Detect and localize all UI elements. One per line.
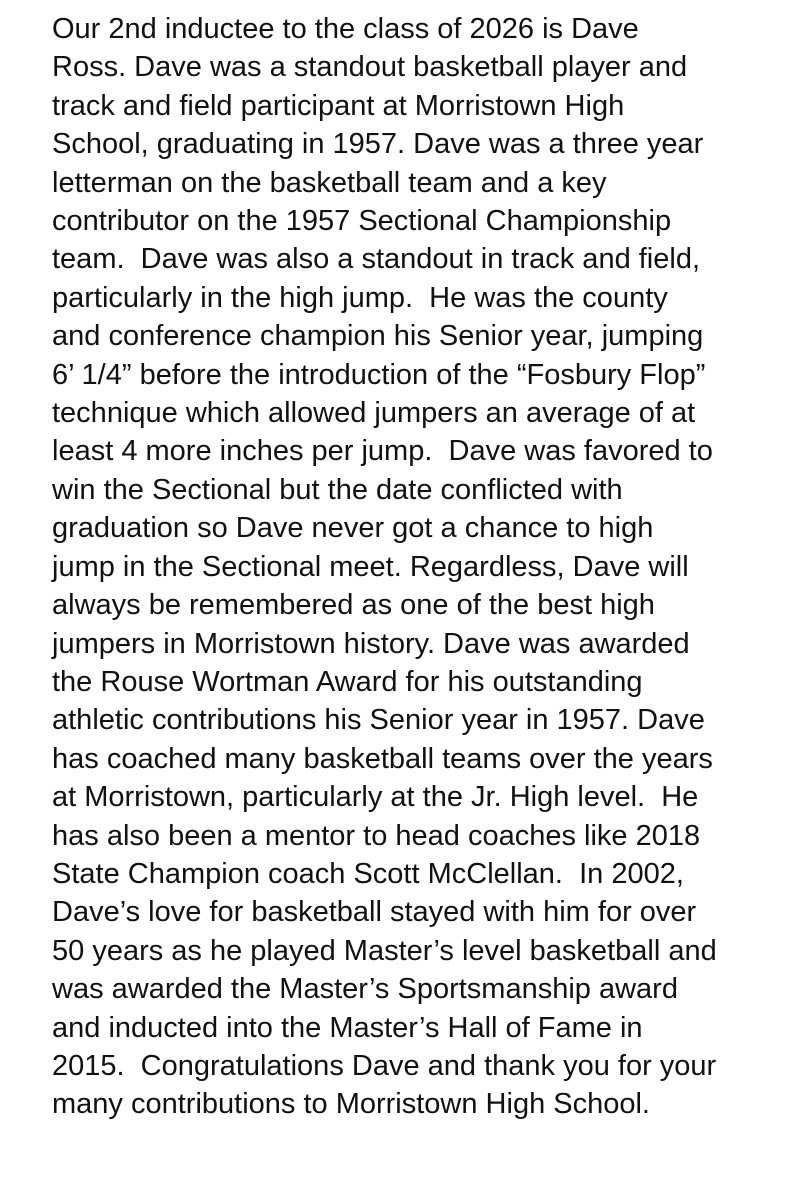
text-line: 2015. Congratulations Dave and thank you for your [52,1049,717,1082]
text-line: has coached many basketball teams over the years [52,742,713,775]
text-line: letterman on the basketball team and a key [52,166,607,199]
text-line: win the Sectional but the date conflicted with [52,473,623,506]
text-line: the Rouse Wortman Award for his outstanding [52,665,643,698]
text-line: was awarded the Master’s Sportsmanship award [52,973,678,1006]
text-line: Ross. Dave was a standout basketball player and [52,51,688,84]
text-line: team. Dave was also a standout in track and field, [52,243,701,276]
text-line: jump in the Sectional meet. Regardless, Dave will [52,550,689,583]
text-line: always be remembered as one of the best high [52,589,655,622]
text-line: 50 years as he played Master’s level basketball and [52,934,717,967]
text-line: least 4 more inches per jump. Dave was favored to [52,435,713,468]
text-line: and inducted into the Master’s Hall of Fame in [52,1011,643,1044]
body-text [52,10,792,1124]
text-line: graduation so Dave never got a chance to high [52,512,654,545]
text-line: State Champion coach Scott McClellan. In 2002, [52,857,684,890]
text-line: track and field participant at Morristown High [52,89,625,122]
text-line: particularly in the high jump. He was the county [52,281,668,314]
text-line: Dave’s love for basketball stayed with him for over [52,896,697,929]
text-line: and conference champion his Senior year, jumping [52,320,704,353]
text-line: jumpers in Morristown history. Dave was awarded [52,627,690,660]
text-line: at Morristown, particularly at the Jr. High level. He [52,781,699,814]
text-line: athletic contributions his Senior year in 1957. Dave [52,704,705,737]
text-line: School, graduating in 1957. Dave was a three year [52,128,704,161]
text-line: contributor on the 1957 Sectional Championship [52,205,672,238]
text-line: Our 2nd inductee to the class of 2026 is Dave [52,13,639,45]
text-line: 6’ 1/4” before the introduction of the “Fosbury Flop” [52,358,706,391]
text-line: many contributions to Morristown High School. [52,1088,650,1121]
text-line: has also been a mentor to head coaches like 2018 [52,819,701,852]
text-line: technique which allowed jumpers an average of at [52,397,696,430]
